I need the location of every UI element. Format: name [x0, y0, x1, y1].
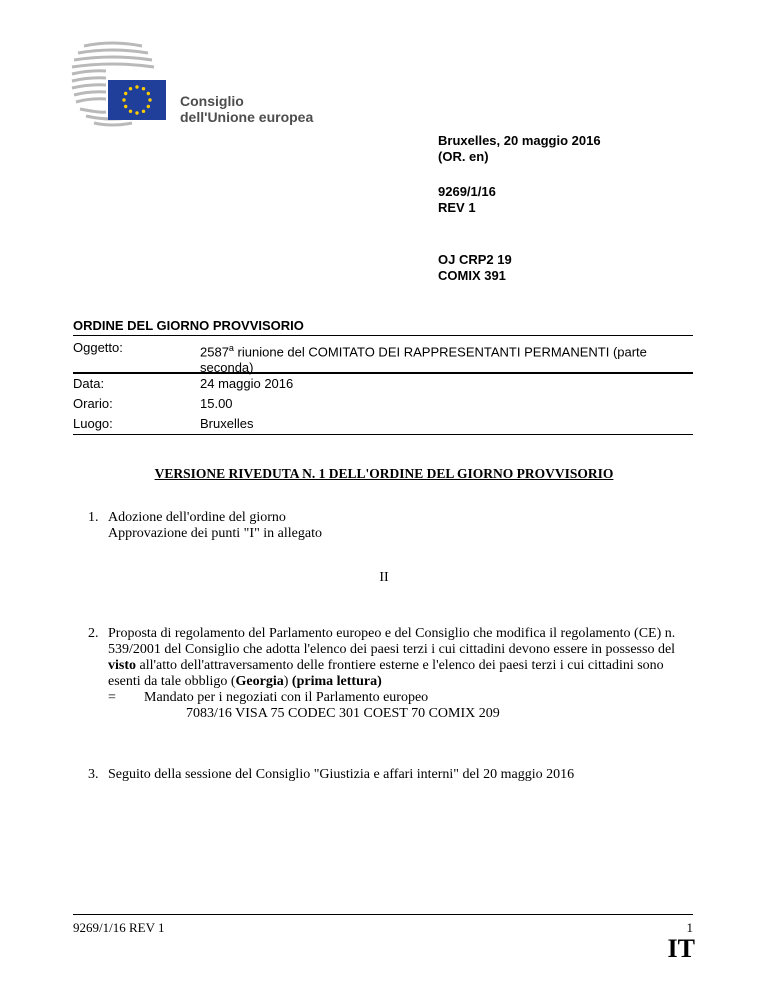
item-2-text-b: all'atto dell'attraversamento delle frontiere esterne e l'elenco dei paesi terzi i cui cittadini sono esenti da tale obbligo (	[108, 658, 664, 689]
time-value: 15.00	[200, 396, 233, 411]
item-3-number: 3.	[88, 767, 99, 782]
item-2-text-a: Proposta di regolamento del Parlamento europeo e del Consiglio che modifica il regolamento (CE) n. 539/2001 del Consiglio che adotta l'elenco dei paesi terzi i cui cittadini devono essere in possesso del	[108, 626, 676, 657]
subject-label: Oggetto:	[73, 340, 123, 355]
place-value: Bruxelles	[200, 416, 254, 431]
revision: REV 1	[438, 200, 476, 215]
divider-thick	[73, 372, 693, 374]
item-2-text-c: )	[283, 674, 292, 689]
original-language: (OR. en)	[438, 149, 489, 164]
logo-line-1: Consiglio	[180, 93, 244, 109]
footer-doc-ref: 9269/1/16 REV 1	[73, 920, 165, 935]
logo-text	[180, 93, 313, 125]
agenda-title: ORDINE DEL GIORNO PROVVISORIO	[73, 318, 304, 333]
item-2-reading: (prima lettura)	[291, 674, 382, 689]
language-code: IT	[667, 934, 695, 963]
page-number: 1	[686, 920, 693, 935]
doc-number: 9269/1/16	[438, 184, 496, 199]
subject-number: 2587	[200, 344, 229, 360]
subject-text: riunione del COMITATO DEI RAPPRESENTANTI PERMANENTI (parte seconda)	[200, 344, 647, 376]
subject-value	[200, 340, 680, 376]
item-2-number: 2.	[88, 626, 99, 641]
item-1-line-2: Approvazione dei punti "I" in allegato	[108, 526, 322, 541]
footer-divider	[73, 914, 693, 915]
divider	[73, 434, 693, 435]
header-date-block	[438, 133, 601, 165]
subject-sup: a	[228, 343, 234, 353]
item-2	[108, 626, 698, 722]
item-2-mandate	[108, 690, 698, 706]
divider	[73, 335, 693, 336]
mandate-text: Mandato per i negoziati con il Parlamento europeo	[144, 690, 429, 705]
place-label: Luogo:	[73, 416, 113, 431]
date-value: 24 maggio 2016	[200, 376, 294, 391]
item-1-number: 1.	[88, 510, 99, 525]
item-2-georgia: Georgia	[235, 674, 284, 689]
item-3-text: Seguito della sessione del Consiglio "Giustizia e affari interni" del 20 maggio 2016	[108, 767, 575, 782]
item-1	[108, 510, 698, 542]
item-2-text	[108, 626, 698, 690]
section-label: II	[379, 570, 389, 585]
time-label: Orario:	[73, 396, 113, 411]
header-code-block	[438, 252, 512, 284]
mandate-symbol: =	[108, 690, 116, 705]
item-1-line-1: Adozione dell'ordine del giorno	[108, 510, 286, 525]
version-title: VERSIONE RIVEDUTA N. 1 DELL'ORDINE DEL GIORNO PROVVISORIO	[154, 466, 614, 481]
place-date: Bruxelles, 20 maggio 2016	[438, 133, 601, 148]
logo-line-2: dell'Unione europea	[180, 109, 314, 125]
header-doc-block	[438, 184, 496, 216]
mandate-ref: 7083/16 VISA 75 CODEC 301 COEST 70 COMIX 209	[186, 706, 500, 721]
item-2-visto: visto	[108, 658, 136, 673]
date-label: Data:	[73, 376, 105, 391]
code-1: OJ CRP2 19	[438, 252, 512, 267]
code-2: COMIX 391	[438, 268, 506, 283]
